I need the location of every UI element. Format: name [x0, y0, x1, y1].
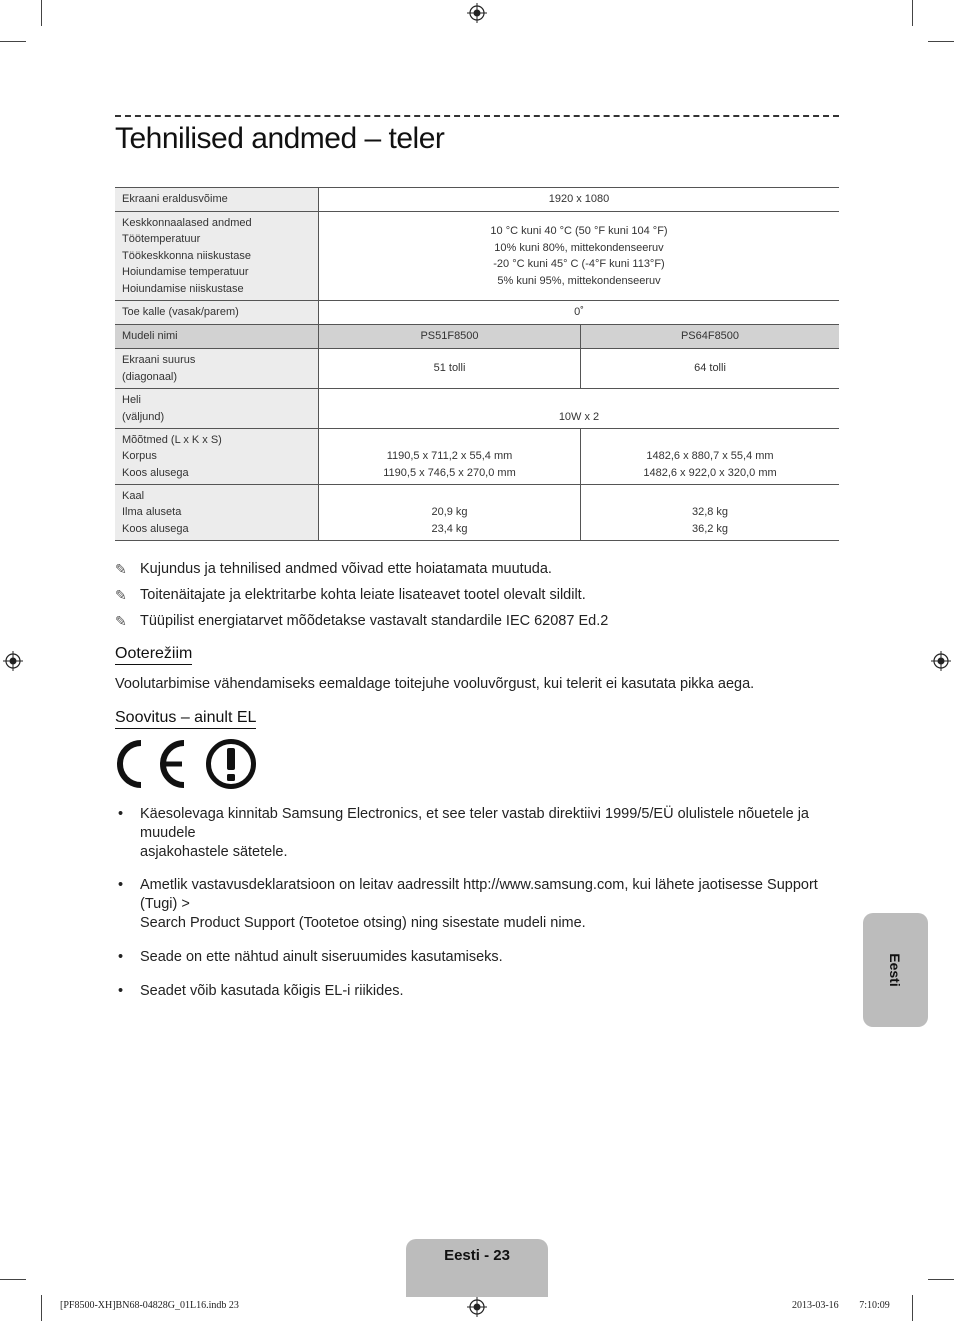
- row-value: [319, 212, 840, 301]
- list-item: [115, 805, 840, 862]
- bullet-line: Ametlik vastavusdeklaratsioon on leitav aadressilt http://www.samsung.com, kui lähete jaotisesse Support (Tugi) >: [140, 877, 818, 912]
- note-text: Toitenäitajate ja elektritarbe kohta leiate lisateavet tootel olevalt sildilt.: [140, 587, 586, 603]
- crop-mark: [928, 41, 954, 42]
- bullet-icon: •: [118, 806, 124, 822]
- registration-mark-icon: [467, 3, 487, 23]
- standby-heading: Ooterežiim: [115, 645, 192, 665]
- model-a: PS51F8500: [319, 325, 581, 349]
- table-row: [115, 485, 839, 541]
- row-label: [115, 349, 319, 389]
- row-value: 1920 x 1080: [319, 188, 840, 212]
- label-line: Ilma aluseta: [122, 506, 182, 519]
- value-line: 1482,6 x 922,0 x 320,0 mm: [643, 466, 777, 479]
- bullet-icon: •: [118, 983, 124, 999]
- row-label: [115, 389, 319, 429]
- pencil-icon: ✎: [115, 586, 127, 603]
- registration-mark-icon: [3, 651, 23, 671]
- label-line: Hoiundamise temperatuur: [122, 266, 249, 279]
- list-item: [115, 982, 840, 1001]
- label-line: Keskkonnaalased andmed: [122, 216, 252, 229]
- label-line: Mõõtmed (L x K x S): [122, 433, 222, 446]
- list-item: [115, 948, 840, 967]
- bullet-icon: •: [118, 949, 124, 965]
- row-label: [115, 212, 319, 301]
- timestamp-slug: 2013-03-16 ￿￿ 7:10:09: [792, 1300, 890, 1311]
- row-label: [115, 429, 319, 485]
- label-line: Hoiundamise niiskustase: [122, 282, 244, 295]
- row-label: Toe kalle (vasak/parem): [115, 301, 319, 325]
- value-line: 1190,5 x 746,5 x 270,0 mm: [383, 466, 516, 479]
- page-title: Tehnilised andmed – teler: [115, 122, 445, 155]
- page-number-tab: [406, 1239, 548, 1297]
- list-item: [115, 876, 840, 933]
- spec-table: [115, 187, 839, 541]
- value-a: [319, 429, 581, 485]
- bullet-line: Seade on ette nähtud ainult siseruumides kasutamiseks.: [140, 949, 503, 965]
- value-line: 10 °C kuni 40 °C (50 °F kuni 104 °F): [490, 225, 668, 237]
- bullet-line: Seadet võib kasutada kõigis EL-i riikides.: [140, 983, 404, 999]
- table-row: [115, 212, 839, 301]
- crop-mark: [928, 1279, 954, 1280]
- pencil-icon: ✎: [115, 612, 127, 629]
- crop-mark: [41, 1295, 42, 1321]
- table-row: [115, 325, 839, 349]
- model-b: PS64F8500: [581, 325, 840, 349]
- label-line: Töökeskkonna niiskustase: [122, 249, 252, 262]
- crop-mark: [0, 41, 26, 42]
- alert-mark-icon: [209, 742, 254, 787]
- title-rule: [115, 115, 839, 117]
- table-row: [115, 429, 839, 485]
- notes-list: [115, 556, 855, 634]
- label-line: Korpus: [122, 450, 157, 463]
- registration-mark-icon: [931, 651, 951, 671]
- crop-mark: [41, 0, 42, 26]
- row-value: 10W x 2: [319, 389, 840, 429]
- bullet-line: Käesolevaga kinnitab Samsung Electronics, et see teler vastab direktiivi 1999/5/EÜ olulistele nõuetele ja muudele: [140, 806, 809, 841]
- eu-bullets: [115, 805, 840, 1001]
- standby-text: Voolutarbimise vähendamiseks eemaldage toitejuhe vooluvõrgust, kui telerit ei kasutata pikka aega.: [115, 676, 755, 692]
- label-line: Töötemperatuur: [122, 233, 201, 246]
- table-row: [115, 349, 839, 389]
- row-label: [115, 485, 319, 541]
- ce-mark-icon: [120, 743, 184, 785]
- side-tab-label: Eesti: [887, 953, 903, 987]
- value-b: [581, 485, 840, 541]
- eu-heading: Soovitus – ainult EL: [115, 709, 256, 729]
- language-side-tab: [863, 913, 928, 1027]
- row-label: Ekraani eraldusvõime: [115, 188, 319, 212]
- crop-mark: [912, 0, 913, 26]
- value-line: -20 °C kuni 45° C (-4°F kuni 113°F): [493, 258, 665, 270]
- bullet-icon: •: [118, 877, 124, 893]
- table-row: [115, 188, 839, 212]
- note-text: Tüüpilist energiatarvet mõõdetakse vastavalt standardile IEC 62087 Ed.2: [140, 613, 609, 629]
- registration-mark-icon: [467, 1297, 487, 1317]
- note-item: [115, 608, 855, 634]
- label-line: Koos alusega: [122, 522, 189, 535]
- ce-alert-marks: [115, 738, 260, 790]
- crop-mark: [912, 1295, 913, 1321]
- label-line: (väljund): [122, 410, 165, 423]
- page-number: Eesti - 23: [444, 1247, 510, 1264]
- crop-mark: [0, 1279, 26, 1280]
- label-line: Kaal: [122, 489, 145, 502]
- pencil-icon: ✎: [115, 560, 127, 577]
- label-line: (diagonaal): [122, 370, 178, 383]
- bullet-line: asjakohastele sätetele.: [140, 844, 288, 860]
- value-line: 32,8 kg: [691, 506, 729, 518]
- bullet-line: Search Product Support (Tootetoe otsing) ning sisestate mudeli nime.: [140, 915, 586, 931]
- value-line: 20,9 kg: [431, 506, 468, 518]
- value-a: 51 tolli: [319, 349, 581, 389]
- value-line: 36,2 kg: [691, 522, 729, 535]
- note-text: Kujundus ja tehnilised andmed võivad ette hoiatamata muutuda.: [140, 561, 552, 577]
- value-a: [319, 485, 581, 541]
- value-line: 23,4 kg: [431, 522, 468, 535]
- value-line: 1190,5 x 711,2 x 55,4 mm: [386, 450, 513, 462]
- value-b: 64 tolli: [581, 349, 840, 389]
- row-value: 0˚: [319, 301, 840, 325]
- value-line: 1482,6 x 880,7 x 55,4 mm: [646, 450, 774, 462]
- note-item: [115, 582, 855, 608]
- note-item: [115, 556, 855, 582]
- label-line: Heli: [122, 394, 141, 406]
- value-line: 10% kuni 80%, mittekondenseeruv: [494, 241, 664, 254]
- table-row: [115, 389, 839, 429]
- value-line: 5% kuni 95%, mittekondenseeruv: [497, 274, 661, 287]
- label-line: Ekraani suurus: [122, 354, 196, 366]
- table-row: [115, 301, 839, 325]
- label-line: Koos alusega: [122, 466, 189, 479]
- file-slug: [PF8500-XH]BN68-04828G_01L16.indb 23: [60, 1300, 239, 1311]
- row-label: Mudeli nimi: [115, 325, 319, 349]
- value-b: [581, 429, 840, 485]
